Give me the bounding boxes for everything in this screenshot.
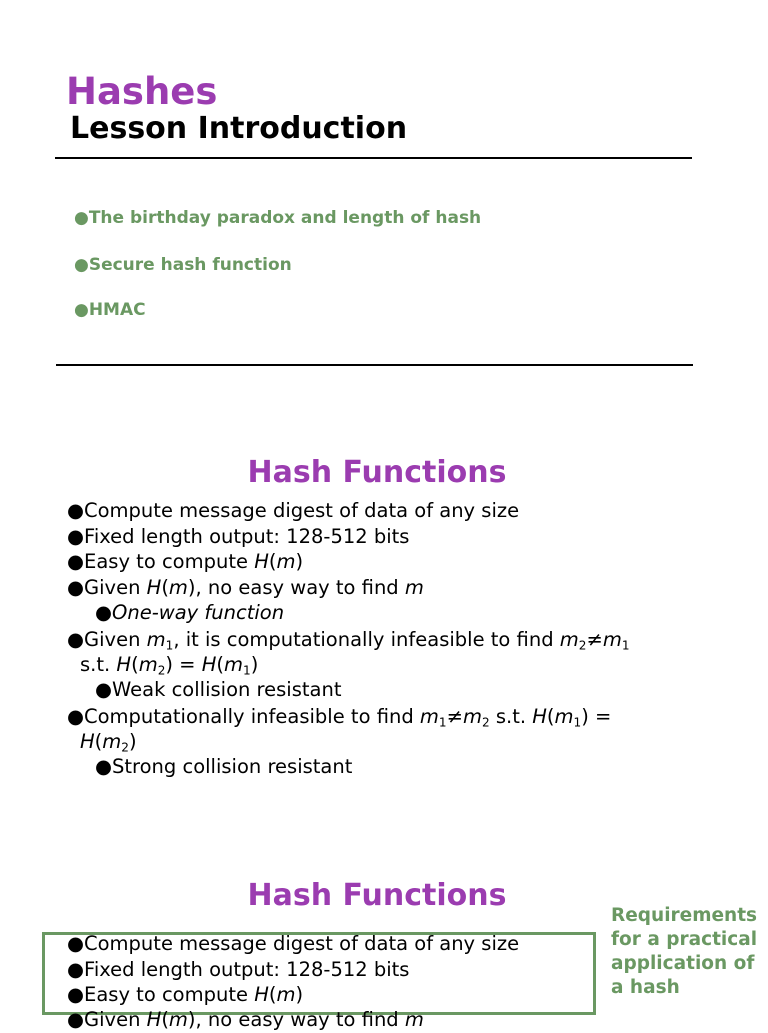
bullet-fixed-length: ●Fixed length output: 128-512 bits	[67, 525, 410, 548]
bullet-computationally-infeasible: ●Computationally infeasible to find $m_1\ne m_2$ s.t. $H(m_1)$ =	[67, 705, 612, 730]
lesson-subtitle: Lesson Introduction	[70, 111, 408, 146]
slide-title: Hash Functions	[247, 455, 507, 490]
bullet-message-digest: ●Compute message digest of data of any size	[67, 499, 520, 522]
bullet-given-hash: ●Given H(m), no easy way to find m	[67, 1008, 424, 1031]
bullet-easy-compute: ●Easy to compute H(m)	[67, 983, 304, 1006]
divider-top	[55, 157, 692, 159]
sub-bullet-strong-collision: ●Strong collision resistant	[95, 755, 353, 778]
intro-item-hmac: ●HMAC	[74, 300, 146, 320]
bullet-message-digest: ●Compute message digest of data of any size	[67, 932, 520, 955]
lesson-title: Hashes	[66, 70, 218, 113]
bullet-given-m1-continued: s.t. $H(m_2) = H(m_1)$	[80, 653, 259, 678]
divider-bottom	[56, 364, 693, 366]
sub-bullet-one-way: ●One-way function	[95, 601, 285, 624]
intro-item-secure-hash: ●Secure hash function	[74, 255, 292, 275]
sub-bullet-weak-collision: ●Weak collision resistant	[95, 678, 342, 701]
bullet-easy-compute: ●Easy to compute H(m)	[67, 550, 304, 573]
bullet-given-hash: ●Given H(m), no easy way to find m	[67, 576, 424, 599]
bullet-fixed-length: ●Fixed length output: 128-512 bits	[67, 958, 410, 981]
requirements-note: Requirements for a practical application of a hash	[611, 905, 758, 998]
bullet-computationally-infeasible-continued: $H(m_2)$	[80, 730, 137, 755]
bullet-given-m1: ●Given $m_1$, it is computationally infeasible to find $m_2\ne m_1$	[67, 628, 630, 653]
intro-item-birthday-paradox: ●The birthday paradox and length of hash	[74, 208, 482, 228]
slide-title: Hash Functions	[247, 878, 507, 913]
